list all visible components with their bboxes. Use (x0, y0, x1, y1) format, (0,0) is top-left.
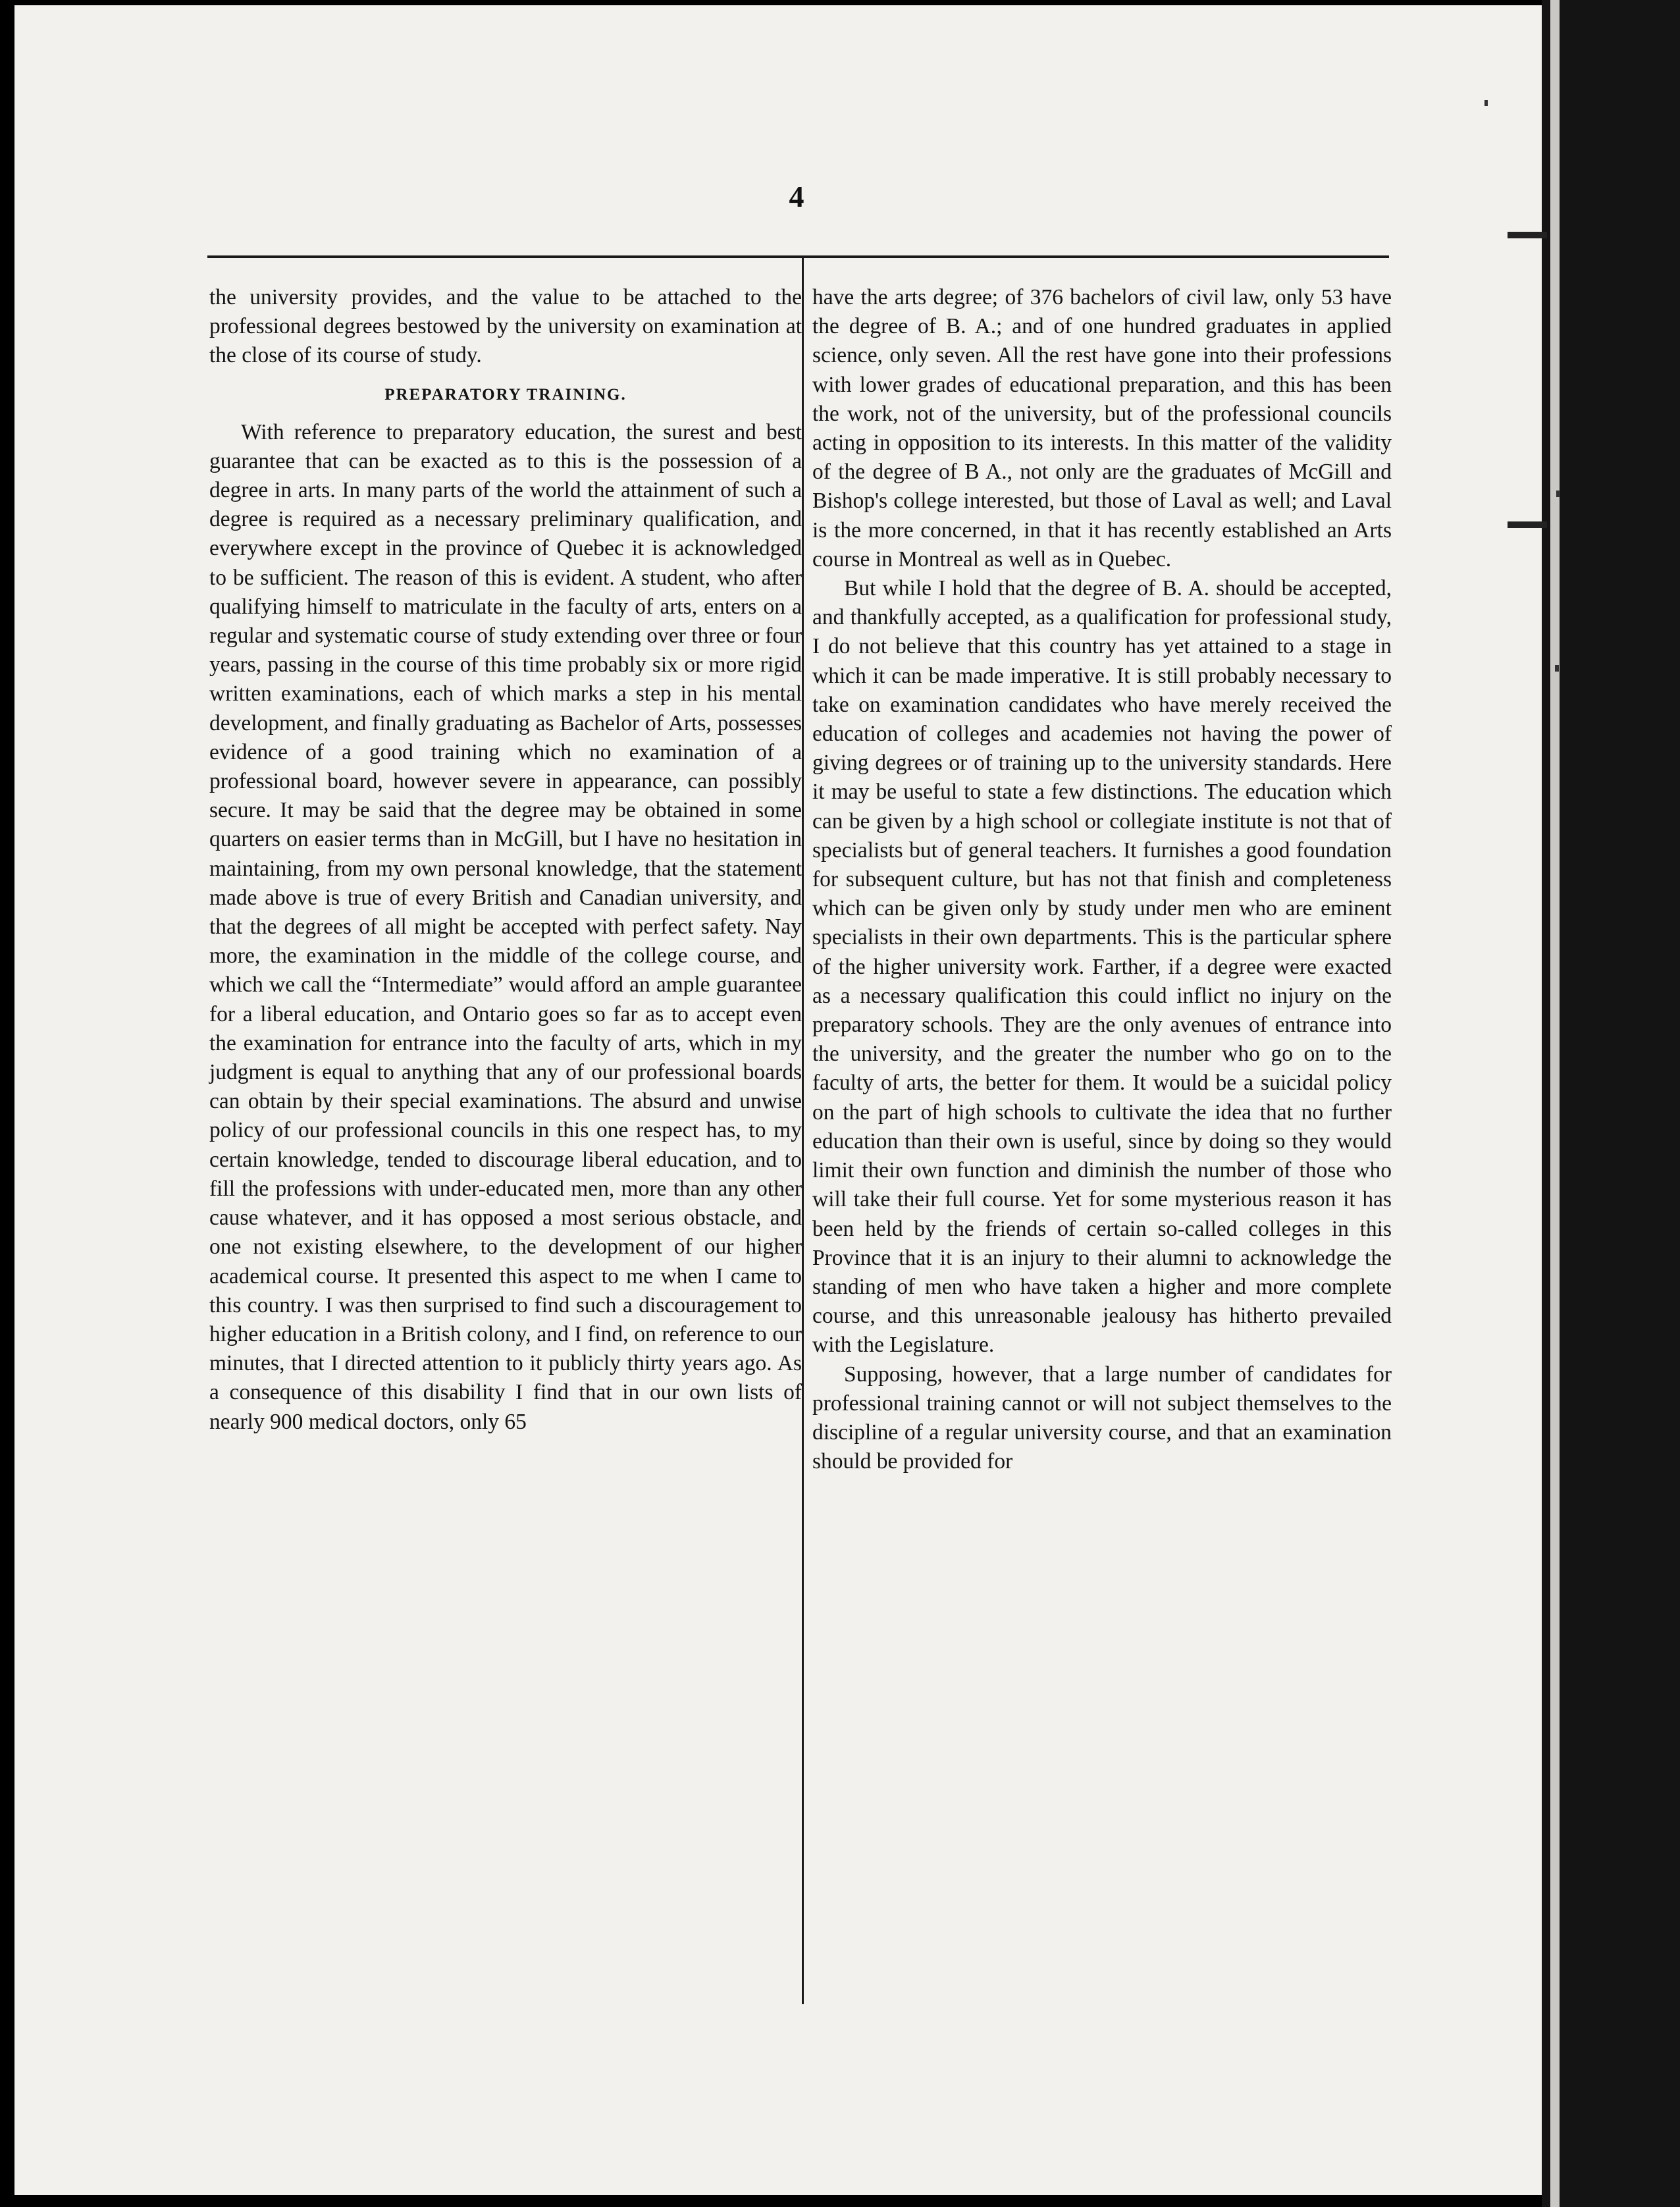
right-column-paragraph-3: Supposing, however, that a large number of candidates for professional training cannot or will not subject themselves to the discipline of a regular university course, and that an examination should be provided for (812, 1362, 1392, 1474)
scan-speck (1556, 491, 1560, 497)
page-number: 4 (789, 180, 804, 213)
scan-speck (1555, 665, 1559, 672)
column-divider (802, 258, 804, 2004)
right-column (812, 283, 1392, 1476)
right-column-paragraph-2: But while I hold that the degree of B. A. should be accepted, and thankfully accepted, as a qualification for professional study, I do not believe that this country has yet attained to a stage in which it can be made imperative. It is still probably necessary to take on examination candidates who have merely received the education of colleges and academies not having the power of giving degrees or of training up to the university standards. Here it may be useful to state a few distinctions. The education which can be given by a high school or collegiate institute is not that of specialists but of general teachers. It furnishes a good foundation for subsequent culture, but has not that finish and completeness which can be given only by study under men who are eminent specialists in their own departments. This is the particular sphere of the higher university work. Farther, if a degree were exacted as a necessary qualification this could inflict no injury on the preparatory schools. They are the only avenues of entrance into the university, and the greater the number who go on to the faculty of arts, the better for them. It would be a suicidal policy on the part of high schools to cultivate the idea that no further education than their own is useful, since by doing so they would limit their own function and diminish the number of those who will take their full course. Yet for some mysterious reason it has been held by the friends of certain so-called colleges in this Province that it is an injury to their alumni to acknowledge the standing of men who have taken a higher and more complete course, and this unreasonable jealousy has hitherto prevailed with the Legislature. (812, 576, 1392, 1358)
adjacent-page-edge (1550, 0, 1560, 2207)
binding-pin (1508, 521, 1547, 528)
section-heading: PREPARATORY TRAINING. (384, 385, 627, 404)
left-column-opening: the university provides, and the value to be attached to the professional degrees bestowed by the university on examination at the close of its course of study. (209, 285, 802, 368)
left-column-paragraph: With reference to preparatory education, the surest and best guarantee that can be exacted as to this is the possession of a degree in arts. In many parts of the world the attainment of such a degree is required as a necessary preliminary qualification, and everywhere except in the province of Quebec it is acknowledged to be sufficient. The reason of this is evident. A student, who after qualifying himself to matriculate in the faculty of arts, enters on a regular and systematic course of study extending over three or four years, passing in the course of this time probably six or more rigid written examinations, each of which marks a step in his mental development, and finally graduating as Bachelor of Arts, possesses evidence of a good training which no examination of a professional board, however severe in appearance, can possibly secure. It may be said that the degree may be obtained in some quarters on easier terms than in McGill, but I have no hesitation in maintaining, from my own personal knowledge, that the statement made above is true of every British and Canadian university, and that the degrees of all might be accepted with perfect safety. Nay more, the examination in the middle of the college course, and which we call the “Intermediate” would afford an ample guarantee for a liberal education, and Ontario goes so far as to accept even the examination for entrance into the faculty of arts, which in my judgment is equal to anything that any of our professional boards can obtain by their special examinations. The absurd and unwise policy of our professional councils in this one respect has, to my certain knowledge, tended to discourage liberal education, and to fill the professions with under-educated men, more than any other cause whatever, and it has opposed a most serious obstacle, and one not existing elsewhere, to the development of our higher academical course. It presented this aspect to me when I came to this country. I was then surprised to find such a discouragement to higher education in a British colony, and I find, on reference to our minutes, that I directed attention to it publicly thirty years ago. As a consequence of this disability I find that in our own lists of nearly 900 medical doctors, only 65 (209, 419, 802, 1434)
left-column (209, 283, 802, 1437)
right-column-opening: have the arts degree; of 376 bachelors of civil law, only 53 have the degree of B. A.; and of one hundred graduates in applied science, only seven. All the rest have gone into their professions with lower grades of educational preparation, and this has been the work, not of the university, but of the professional councils acting in opposition to its interests. In this matter of the validity of the degree of B A., not only are the graduates of McGill and Bishop's college interested, but those of Laval as well; and Laval is the more concerned, in that it has recently established an Arts course in Montreal as well as in Quebec. (812, 285, 1392, 572)
scan-speck (1484, 100, 1488, 106)
scan-border-right (1542, 0, 1680, 2207)
header-rule (207, 255, 1389, 258)
binding-pin (1508, 232, 1547, 238)
